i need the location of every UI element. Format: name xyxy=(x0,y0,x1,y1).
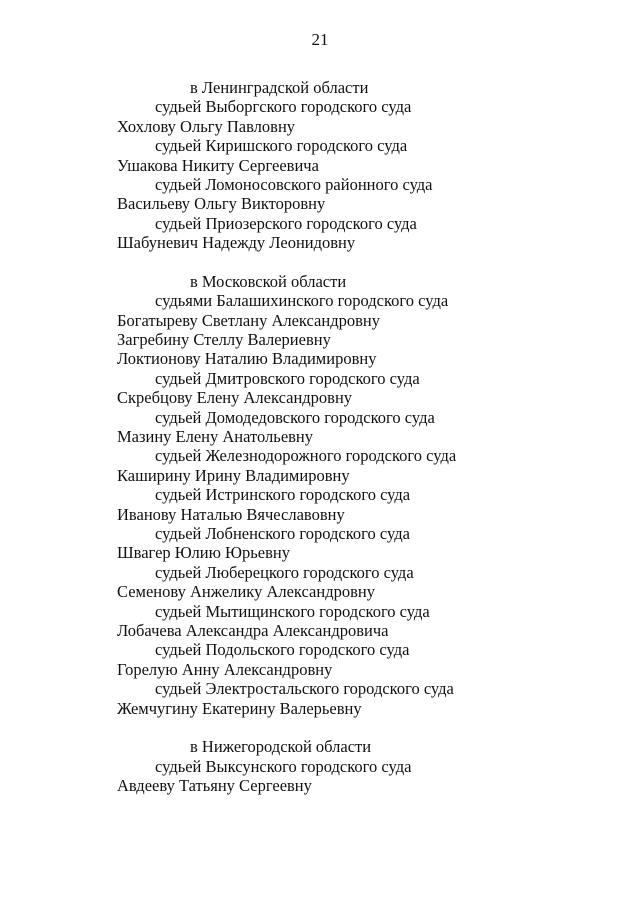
region-heading: в Ленинградской области xyxy=(190,78,369,97)
judge-name: Иванову Наталью Вячеславовну xyxy=(117,504,345,524)
judge-name: Жемчугину Екатерину Валерьевну xyxy=(117,698,362,718)
judge-name: Швагер Юлию Юрьевну xyxy=(117,543,290,563)
judge-name: Мазину Елену Анатольевну xyxy=(117,427,314,447)
judge-name: Каширину Ирину Владимировну xyxy=(117,465,350,485)
court-title: судьей Истринского городского суда xyxy=(155,485,411,505)
judge-name: Авдееву Татьяну Сергеевну xyxy=(117,776,312,796)
region-heading: в Московской области xyxy=(190,271,347,291)
judge-name: Загребину Стеллу Валериевну xyxy=(117,330,331,350)
judge-name: Шабуневич Надежду Леонидовну xyxy=(117,233,356,253)
court-title: судьей Домодедовского городского суда xyxy=(155,407,435,427)
judge-name: Локтионову Наталию Владимировну xyxy=(117,349,377,369)
judge-name: Лобачева Александра Александровича xyxy=(117,620,389,640)
court-title: судьей Ломоносовского районного суда xyxy=(155,174,433,194)
judge-name: Богатыреву Светлану Александровну xyxy=(117,310,380,330)
court-title: судьей Дмитровского городского суда xyxy=(155,368,420,388)
court-title: судьей Выксунского городского суда xyxy=(155,756,412,776)
section-spacer xyxy=(0,718,640,737)
court-title: судьей Приозерского городского суда xyxy=(155,213,417,233)
court-title: судьей Мытищинского городского суда xyxy=(155,601,430,621)
section-spacer xyxy=(0,253,640,272)
judge-name: Семенову Анжелику Александровну xyxy=(117,582,375,602)
court-title: судьей Подольского городского суда xyxy=(155,640,410,660)
court-title: судьями Балашихинского городского суда xyxy=(155,291,449,311)
judge-name: Васильеву Ольгу Викторовну xyxy=(117,194,326,214)
page-number: 21 xyxy=(311,30,329,49)
court-title: судьей Выборгского городского суда xyxy=(155,97,412,117)
court-title: судьей Киришского городского суда xyxy=(155,136,408,156)
court-title: судьей Электростальского городского суда xyxy=(155,679,454,699)
judge-name: Хохлову Ольгу Павловну xyxy=(117,116,296,136)
judge-name: Ушакова Никиту Сергеевича xyxy=(117,155,319,175)
appointment-list xyxy=(0,78,640,795)
region-heading: в Нижегородской области xyxy=(190,737,372,757)
judge-name: Скребцову Елену Александровну xyxy=(117,388,353,408)
court-title: судьей Лобненского городского суда xyxy=(155,523,410,543)
court-title: судьей Люберецкого городского суда xyxy=(155,562,414,582)
court-title: судьей Железнодорожного городского суда xyxy=(155,446,457,466)
judge-name: Горелую Анну Александровну xyxy=(117,659,333,679)
